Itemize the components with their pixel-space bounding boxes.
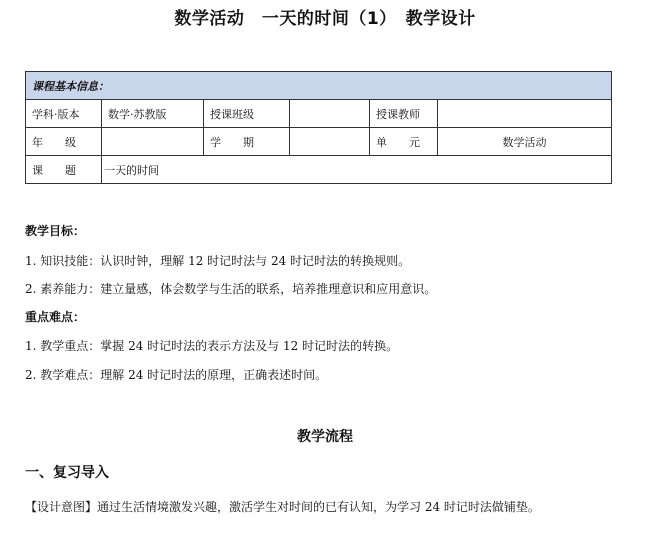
teaching-flow-title: 教学流程 bbox=[297, 429, 353, 445]
semester-value bbox=[290, 128, 370, 156]
goal-item-2: 2. 素养能力：建立量感，体会数学与生活的联系，培养推理意识和应用意识。 bbox=[25, 282, 437, 296]
goals-label: 教学目标： bbox=[25, 224, 86, 238]
grade-value bbox=[102, 128, 204, 156]
key-point-item-1: 1. 教学重点：掌握 24 时记时法的表示方法及与 12 时记时法的转换。 bbox=[25, 339, 399, 353]
table-row bbox=[26, 100, 612, 128]
design-intent-text: 【设计意图】通过生活情境激发兴趣，激活学生对时间的已有认知，为学习 24 时记时法做铺垫。 bbox=[25, 500, 540, 514]
course-info-header-row bbox=[26, 72, 612, 100]
unit-label: 单 元 bbox=[370, 128, 438, 156]
table-row bbox=[26, 128, 612, 156]
course-info-table bbox=[25, 71, 612, 184]
topic-value: 一天的时间 bbox=[102, 156, 612, 184]
section-1-heading: 一、复习导入 bbox=[25, 465, 109, 481]
class-value bbox=[290, 100, 370, 128]
topic-label: 课 题 bbox=[26, 156, 102, 184]
teacher-label: 授课教师 bbox=[370, 100, 438, 128]
subject-version-value: 数学·苏教版 bbox=[102, 100, 204, 128]
subject-version-label: 学科·版本 bbox=[26, 100, 102, 128]
table-row bbox=[26, 156, 612, 184]
course-info-header: 课程基本信息： bbox=[26, 72, 612, 100]
key-point-item-2: 2. 教学难点：理解 24 时记时法的原理，正确表述时间。 bbox=[25, 368, 328, 382]
unit-value: 数学活动 bbox=[438, 128, 612, 156]
grade-label: 年 级 bbox=[26, 128, 102, 156]
teacher-value bbox=[438, 100, 612, 128]
document-title: 数学活动 一天的时间（1） 教学设计 bbox=[174, 9, 476, 29]
class-label: 授课班级 bbox=[204, 100, 290, 128]
key-points-label: 重点难点： bbox=[25, 310, 86, 324]
semester-label: 学 期 bbox=[204, 128, 290, 156]
goal-item-1: 1. 知识技能：认识时钟，理解 12 时记时法与 24 时记时法的转换规则。 bbox=[25, 254, 411, 268]
